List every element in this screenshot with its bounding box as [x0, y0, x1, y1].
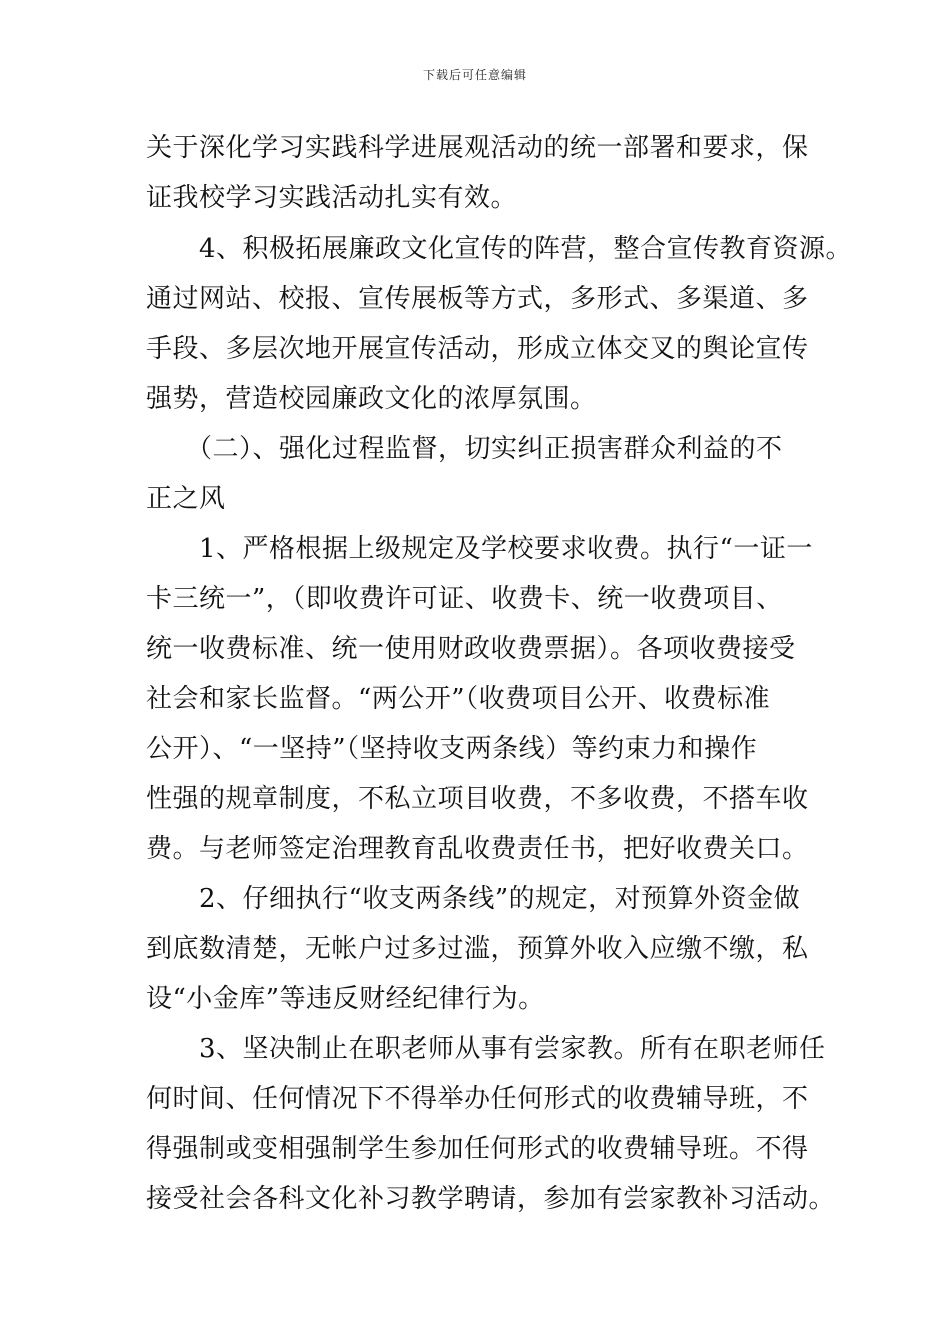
text-line: （二）、强化过程监督，切实纠正损害群众利益的不 — [146, 434, 783, 464]
text-line: 证我校学习实践活动扎实有效。 — [146, 183, 518, 213]
text-line: 接受社会各科文化补习教学聘请，参加有尝家教补习活动。 — [146, 1184, 836, 1214]
text-line: 1、严格根据上级规定及学校要求收费。执行“一证一 — [146, 534, 813, 564]
text-line: 统一收费标准、统一使用财政收费票据）。各项收费接受 — [146, 634, 796, 664]
text-line: 卡三统一”，（即收费许可证、收费卡、统一收费项目、 — [146, 584, 783, 614]
page-header: 下载后可任意编辑 — [422, 68, 527, 82]
text-line: 正之风 — [146, 484, 226, 514]
text-line: 强势，营造校园廉政文化的浓厚氛围。 — [146, 384, 597, 414]
text-line: 到底数清楚，无帐户过多过滥，预算外收入应缴不缴，私 — [146, 934, 809, 964]
text-line: 社会和家长监督。“两公开”（收费项目公开、收费标准 — [146, 684, 771, 714]
text-line: 公开）、“一坚持”（坚持收支两条线）等约束力和操作 — [146, 734, 758, 764]
text-line: 关于深化学习实践科学进展观活动的统一部署和要求，保 — [146, 133, 809, 163]
text-line: 得强制或变相强制学生参加任何形式的收费辅导班。不得 — [146, 1134, 809, 1164]
text-line: 3、坚决制止在职老师从事有尝家教。所有在职老师任 — [146, 1034, 826, 1064]
text-line: 4、积极拓展廉政文化宣传的阵营，整合宣传教育资源。 — [146, 234, 853, 264]
text-line: 手段、多层次地开展宣传活动，形成立体交叉的舆论宣传 — [146, 334, 809, 364]
text-line: 费。与老师签定治理教育乱收费责任书，把好收费关口。 — [146, 834, 809, 864]
text-line: 何时间、任何情况下不得举办任何形式的收费辅导班，不 — [146, 1084, 809, 1114]
text-line: 2、仔细执行“收支两条线”的规定，对预算外资金做 — [146, 884, 801, 914]
text-line: 性强的规章制度，不私立项目收费，不多收费，不搭车收 — [146, 784, 809, 814]
text-line: 通过网站、校报、宣传展板等方式，多形式、多渠道、多 — [146, 284, 809, 314]
text-line: 设“小金库”等违反财经纪律行为。 — [146, 984, 545, 1014]
